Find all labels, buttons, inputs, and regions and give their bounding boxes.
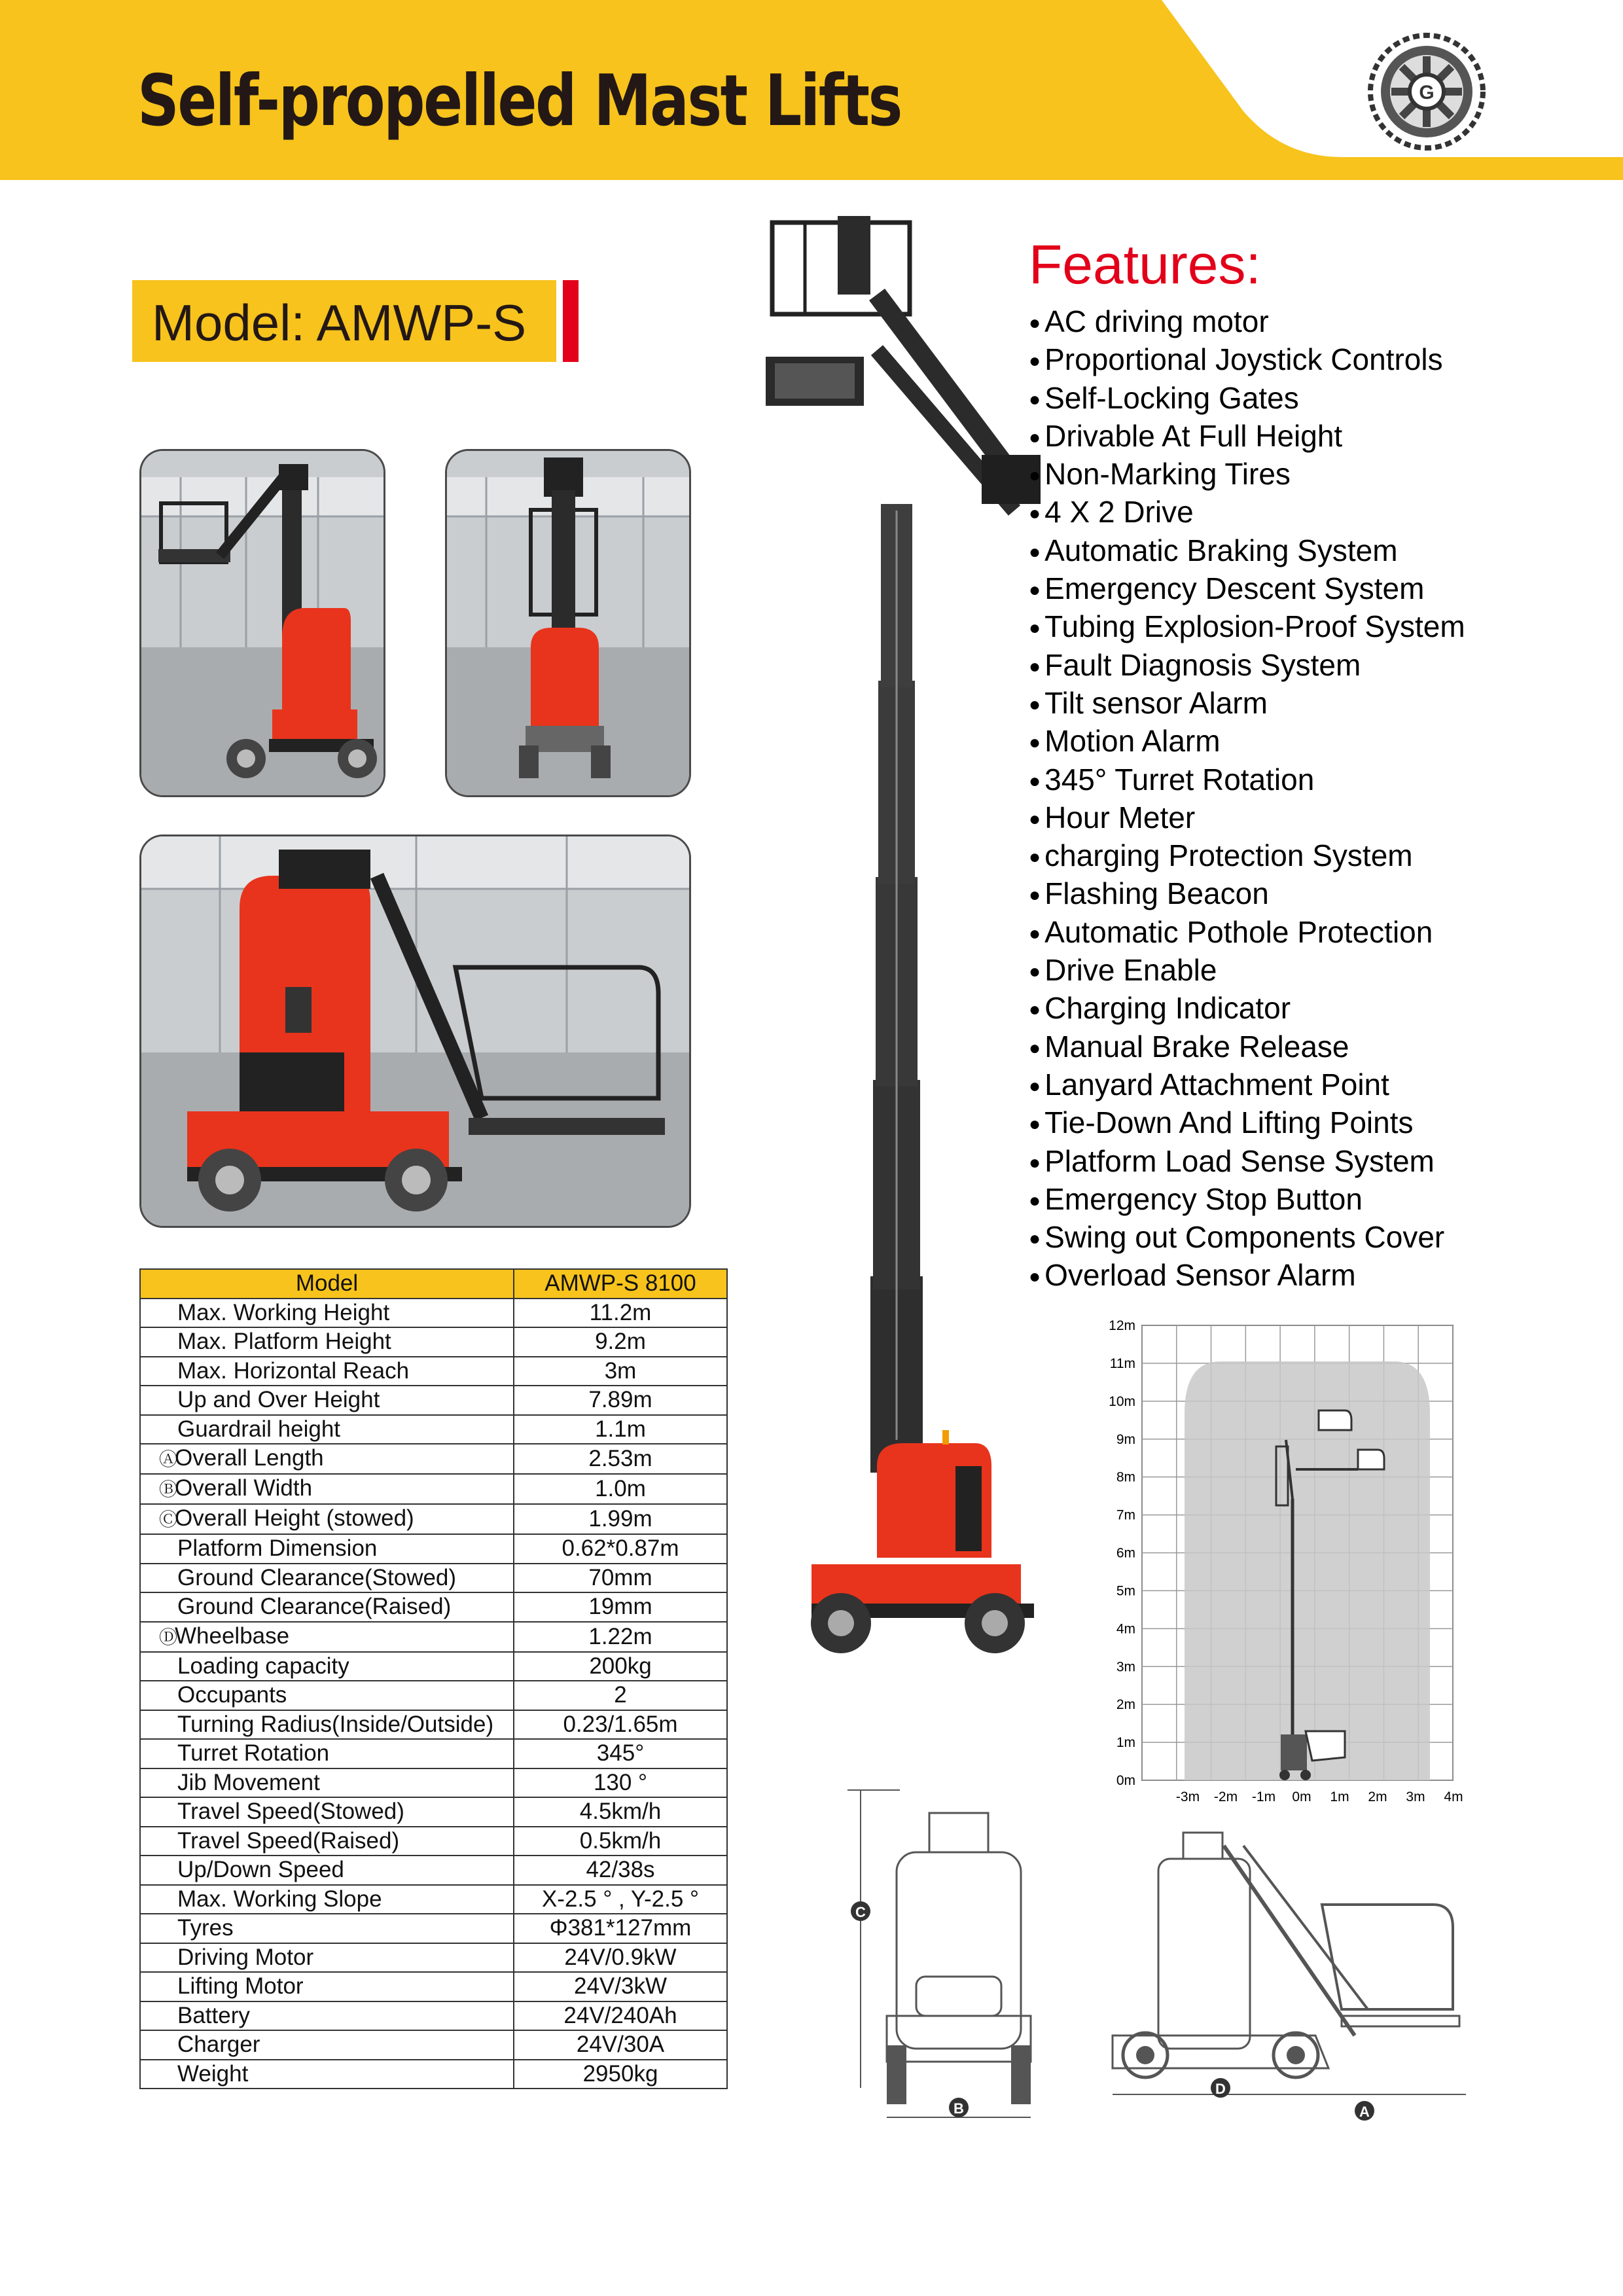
feature-item: ● Self-Locking Gates [1029,379,1465,417]
spec-value: 200kg [514,1652,727,1681]
feature-item: ● Emergency Descent System [1029,569,1465,607]
spec-label [140,1710,514,1740]
spec-label-text: Platform Dimension [177,1535,378,1562]
spec-row [140,1943,727,1973]
feature-item: ● Emergency Stop Button [1029,1180,1465,1218]
chart-y-tick: 4m [1116,1621,1135,1637]
spec-label-text: Charger [177,2032,260,2058]
dimension-mark: Ⓓ [159,1626,178,1647]
spec-value: 42/38s [514,1856,727,1885]
spec-row [140,1444,727,1474]
spec-label [140,1681,514,1710]
spec-header-label: Model [140,1269,514,1299]
feature-item: ● Flashing Beacon [1029,874,1465,912]
feature-item: ● 345° Turret Rotation [1029,761,1465,798]
spec-label-text: Turret Rotation [177,1740,330,1767]
spec-value: 345° [514,1739,727,1768]
spec-row [140,1504,727,1534]
spec-label [140,1622,514,1652]
spec-label-text: Ground Clearance(Raised) [177,1594,452,1620]
feature-item: ● Charging Indicator [1029,989,1465,1027]
spec-row [140,1622,727,1652]
spec-label [140,1885,514,1914]
spec-value: 2950kg [514,2060,727,2089]
spec-row [140,1885,727,1914]
dimension-marker-b: B [954,2100,964,2117]
lift-photo-rear-stowed [445,449,691,797]
feature-item: ● Lanyard Attachment Point [1029,1066,1465,1103]
spec-label-text: Jib Movement [177,1769,320,1795]
spec-value: 0.62*0.87m [514,1534,727,1564]
spec-row [140,1768,727,1798]
spec-value: 1.99m [514,1504,727,1534]
spec-label [140,1386,514,1415]
spec-row [140,1914,727,1943]
spec-value: 130 ° [514,1768,727,1798]
spec-value: 70mm [514,1564,727,1593]
spec-label-text: Weight [177,2060,249,2087]
chart-x-tick: -1m [1251,1789,1276,1804]
spec-value: 24V/3kW [514,1972,727,2001]
spec-label [140,2001,514,2031]
front-dimension-diagram [841,1787,1070,2127]
chart-x-tick: 1m [1330,1789,1349,1804]
feature-item: ● Proportional Joystick Controls [1029,340,1465,378]
spec-label-text: Overall Length [175,1445,324,1471]
chart-y-tick: 0m [1116,1773,1135,1788]
lift-photo-side-jib-extended [139,834,691,1228]
chart-y-tick: 3m [1116,1659,1135,1675]
spec-label-text: Battery [177,2002,250,2028]
spec-label-text: Wheelbase [175,1623,290,1649]
spec-label [140,1797,514,1827]
spec-value: 9.2m [514,1327,727,1357]
spec-label [140,1856,514,1885]
spec-label-text: Turning Radius(Inside/Outside) [177,1711,494,1737]
spec-row [140,2030,727,2060]
spec-row [140,1856,727,1885]
model-label: Model: AMWP-S [152,294,527,351]
spec-label [140,1534,514,1564]
spec-value: X-2.5 ° , Y-2.5 ° [514,1885,727,1914]
spec-value: 24V/0.9kW [514,1943,727,1973]
dimension-marker-a: A [1359,2104,1370,2120]
spec-label-text: Travel Speed(Stowed) [177,1799,404,1825]
chart-x-tick: 0m [1292,1789,1311,1804]
feature-item: ● Overload Sensor Alarm [1029,1256,1465,1294]
working-range-chart [1090,1309,1469,1813]
spec-value: 2 [514,1681,727,1710]
spec-row [140,1564,727,1593]
feature-item: ● Automatic Pothole Protection [1029,913,1465,951]
spec-row [140,2001,727,2031]
chart-y-tick: 7m [1116,1507,1135,1523]
feature-item: ● Platform Load Sense System [1029,1142,1465,1180]
spec-row [140,1710,727,1740]
spec-label-text: Travel Speed(Raised) [177,1827,400,1854]
spec-label [140,1914,514,1943]
spec-label-text: Up and Over Height [177,1387,380,1413]
chart-y-tick: 6m [1116,1545,1135,1561]
spec-value: 1.0m [514,1474,727,1504]
spec-label [140,1415,514,1444]
lift-photo-side-stowed [139,449,385,797]
spec-row [140,1797,727,1827]
spec-value: 1.22m [514,1622,727,1652]
spec-label [140,1564,514,1593]
spec-row [140,1681,727,1710]
spec-label-text: Overall Width [175,1475,313,1501]
chart-y-tick: 12m [1109,1318,1135,1333]
spec-value: 24V/240Ah [514,2001,727,2031]
chart-y-tick: 9m [1116,1431,1135,1447]
dimension-mark: Ⓒ [159,1509,178,1530]
feature-item: ● Drivable At Full Height [1029,417,1465,455]
spec-label-text: Ground Clearance(Stowed) [177,1564,457,1590]
spec-label [140,1943,514,1973]
spec-label [140,1768,514,1798]
spec-label [140,1444,514,1474]
spec-value: 4.5km/h [514,1797,727,1827]
spec-row [140,1972,727,2001]
chart-y-tick: 11m [1109,1355,1135,1371]
svg-text:G: G [1419,82,1435,103]
chart-x-tick: 4m [1444,1789,1463,1804]
spec-label-text: Max. Working Slope [177,1886,382,1912]
spec-row [140,1327,727,1357]
spec-value: 7.89m [514,1386,727,1415]
spec-label [140,1827,514,1856]
spec-label [140,1504,514,1534]
chart-y-tick: 8m [1116,1469,1135,1485]
lift-elevated-illustration [766,196,1041,1662]
spec-row [140,1299,727,1328]
gear-wheel-logo-icon [1368,33,1486,151]
spec-row [140,1592,727,1622]
spec-value: 3m [514,1357,727,1386]
feature-item: ● Tilt sensor Alarm [1029,684,1465,722]
spec-label [140,1327,514,1357]
spec-table [139,1268,728,2089]
feature-item: ● 4 X 2 Drive [1029,493,1465,531]
chart-y-tick: 10m [1109,1393,1135,1409]
model-accent-bar [563,280,579,362]
spec-value: 19mm [514,1592,727,1622]
spec-label-text: Lifting Motor [177,1973,304,2000]
spec-row [140,1827,727,1856]
spec-value: 11.2m [514,1299,727,1328]
spec-label [140,1357,514,1386]
dimension-marker-d: D [1215,2081,1226,2097]
feature-item: ● Automatic Braking System [1029,531,1465,569]
spec-label-text: Max. Platform Height [177,1329,391,1355]
spec-label [140,1299,514,1328]
chart-y-tick: 1m [1116,1735,1135,1751]
dimension-marker-c: C [855,1904,866,1920]
feature-item: ● Fault Diagnosis System [1029,646,1465,684]
chart-y-tick: 5m [1116,1583,1135,1599]
feature-item: ● Swing out Components Cover [1029,1218,1465,1256]
spec-label [140,1652,514,1681]
chart-x-tick: -2m [1213,1789,1238,1804]
spec-label-text: Tyres [177,1915,234,1941]
spec-label-text: Overall Height (stowed) [175,1505,414,1531]
spec-label [140,2030,514,2060]
spec-label [140,2060,514,2089]
spec-label-text: Max. Working Height [177,1299,390,1325]
spec-label [140,1592,514,1622]
page-title: Self-propelled Mast Lifts [137,60,901,142]
spec-row [140,1652,727,1681]
dimension-mark: Ⓑ [159,1479,178,1499]
spec-row [140,1415,727,1444]
spec-header-value: AMWP-S 8100 [514,1269,727,1299]
spec-row [140,1386,727,1415]
spec-row [140,1739,727,1768]
chart-y-tick: 2m [1116,1697,1135,1713]
spec-table-header-row [140,1269,727,1299]
chart-x-tick: 2m [1368,1789,1387,1804]
spec-value: 2.53m [514,1444,727,1474]
spec-label [140,1474,514,1504]
spec-row [140,2060,727,2089]
feature-item: ● AC driving motor [1029,302,1465,340]
feature-item: ● charging Protection System [1029,836,1465,874]
spec-value: 0.5km/h [514,1827,727,1856]
spec-label-text: Occupants [177,1682,287,1708]
features-list [1029,302,1465,1295]
spec-value: Φ381*127mm [514,1914,727,1943]
feature-item: ● Manual Brake Release [1029,1028,1465,1066]
feature-item: ● Tie-Down And Lifting Points [1029,1103,1465,1141]
feature-item: ● Tubing Explosion-Proof System [1029,607,1465,645]
dimension-mark: Ⓐ [159,1449,178,1469]
spec-label-text: Up/Down Speed [177,1857,344,1883]
side-dimension-diagram [1106,1820,1472,2127]
spec-label [140,1972,514,2001]
chart-x-tick: -3m [1175,1789,1200,1804]
spec-row [140,1534,727,1564]
spec-value: 1.1m [514,1415,727,1444]
feature-item: ● Motion Alarm [1029,722,1465,760]
spec-label-text: Loading capacity [177,1653,349,1679]
feature-item: ● Drive Enable [1029,951,1465,989]
spec-value: 0.23/1.65m [514,1710,727,1740]
spec-label-text: Driving Motor [177,1944,314,1970]
chart-x-tick: 3m [1406,1789,1425,1804]
spec-row [140,1357,727,1386]
features-title: Features: [1029,234,1261,295]
feature-item: ● Hour Meter [1029,798,1465,836]
spec-label-text: Max. Horizontal Reach [177,1357,410,1384]
spec-row [140,1474,727,1504]
feature-item: ● Non-Marking Tires [1029,455,1465,493]
spec-label [140,1739,514,1768]
spec-value: 24V/30A [514,2030,727,2060]
spec-label-text: Guardrail height [177,1416,341,1442]
